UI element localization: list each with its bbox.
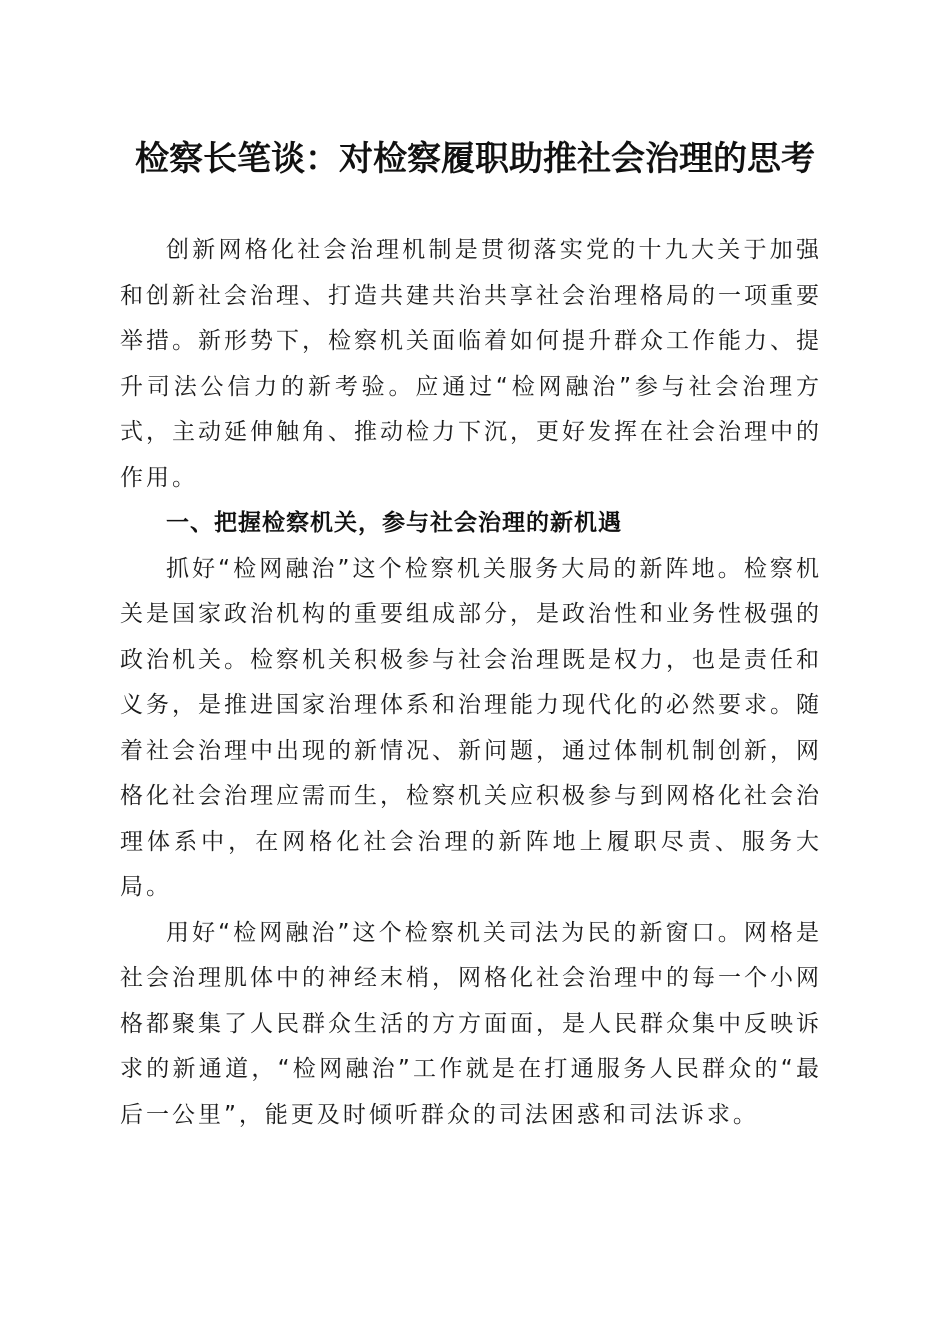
- intro-paragraph: 创新网格化社会治理机制是贯彻落实党的十九大关于加强和创新社会治理、打造共建共治共享社会治理格局的一项重要举措。新形势下，检察机关面临着如何提升群众工作能力、提升司法公信力的新考验。应通过“检网融治”参与社会治理方式，主动延伸触角、推动检力下沉，更好发挥在社会治理中的作用。: [120, 237, 822, 491]
- body-paragraph: 抓好“检网融治”这个检察机关服务大局的新阵地。检察机关是国家政治机构的重要组成部分，是政治性和业务性极强的政治机关。检察机关积极参与社会治理既是权力，也是责任和义务，是推进国家治理体系和治理能力现代化的必然要求。随着社会治理中出现的新情况、新问题，通过体制机制创新，网格化社会治理应需而生，检察机关应积极参与到网格化社会治理体系中，在网格化社会治理的新阵地上履职尽责、服务大局。: [120, 555, 822, 900]
- section-heading: 一、把握检察机关，参与社会治理的新机遇: [166, 510, 622, 536]
- body-paragraph: 用好“检网融治”这个检察机关司法为民的新窗口。网格是社会治理肌体中的神经末梢，网格化社会治理中的每一个小网格都聚集了人民群众生活的方方面面，是人民群众集中反映诉求的新通道，“检网融治”工作就是在打通服务人民群众的“最后一公里”，能更及时倾听群众的司法困惑和司法诉求。: [120, 919, 822, 1128]
- document-body: [120, 228, 822, 1138]
- document-title: 检察长笔谈：对检察履职助推社会治理的思考: [135, 139, 815, 179]
